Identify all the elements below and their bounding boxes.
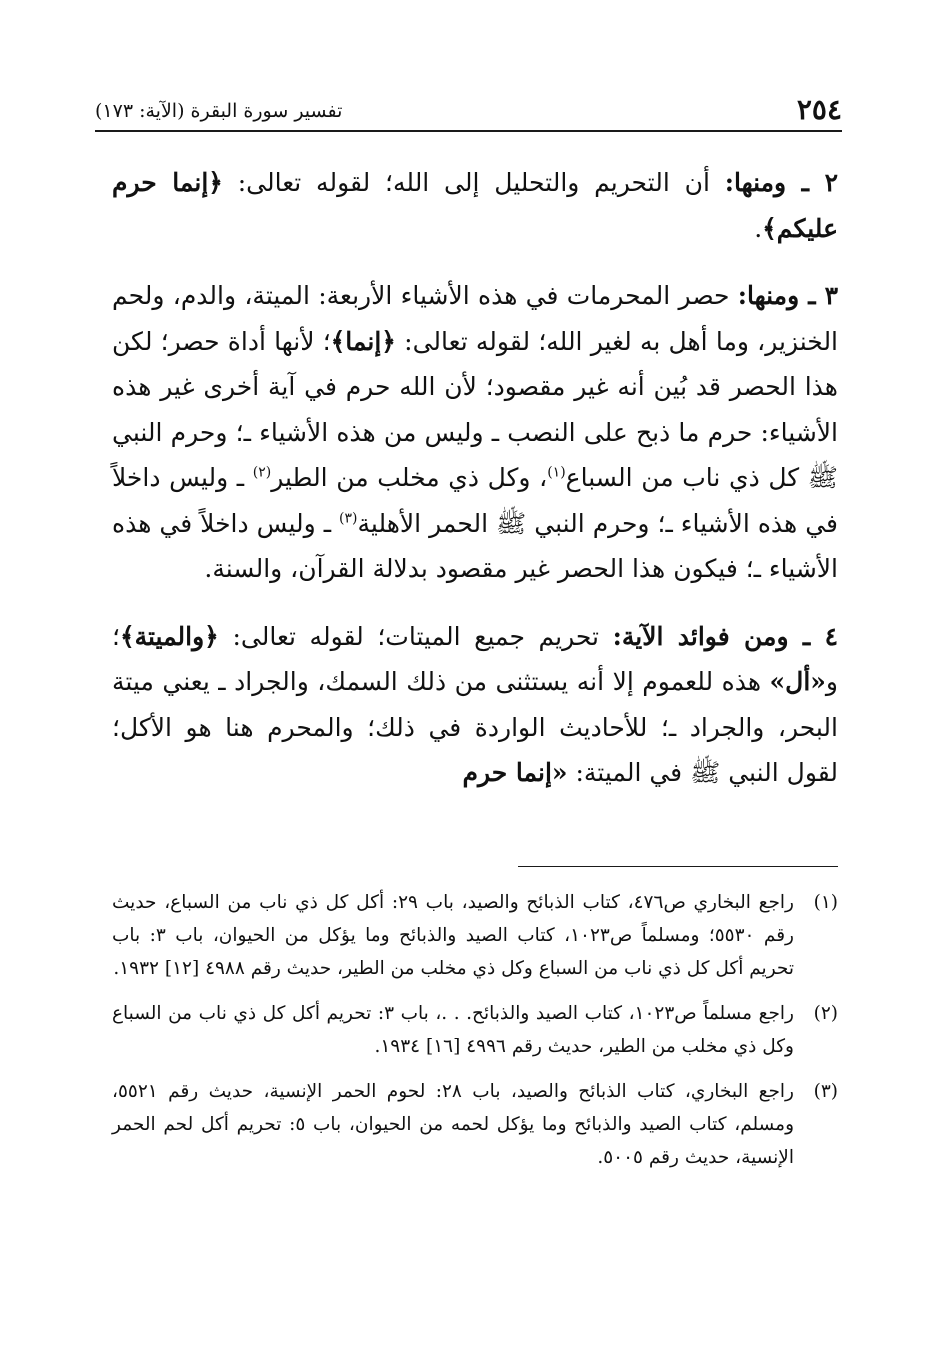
text-run: ـ وليس داخلاً في هذه الأشياء ـ؛ وحرم النبي ﷺ الحمر الأهلية [112, 463, 838, 538]
footnote-number: (١) [813, 892, 838, 913]
paragraph-body [112, 281, 838, 583]
page-header [95, 88, 842, 132]
text-run: . [754, 213, 763, 243]
paragraph [112, 614, 838, 796]
quoted-phrase: ﴿والميتة﴾ [119, 621, 219, 651]
footnote-number: (٣) [813, 1081, 838, 1102]
footnote-number: (٢) [813, 1003, 838, 1024]
text-run: أن التحريم والتحليل إلى الله؛ لقوله تعالى: [222, 168, 710, 197]
main-text [112, 160, 838, 818]
paragraph [112, 160, 838, 251]
footnotes [112, 886, 838, 1186]
quoted-phrase: ﴿إنما﴾ [330, 326, 396, 356]
text-run: ؛ لأنها أداة حصر؛ لكن هذا الحصر قد بُين أنه غير مقصود؛ لأن الله حرم في آية أخرى غير هذه الأشياء: حرم ما ذبح على النصب ـ وليس من هذه الأشياء ـ؛ وحرم النبي ﷺ كل ذي ناب من السباع [112, 326, 838, 492]
footnote [112, 886, 838, 985]
text-run: ؛ و [112, 621, 838, 696]
paragraph-lead: ٤ ـ ومن فوائد الآية: [612, 621, 838, 651]
text-run: حصر المحرمات في هذه الأشياء الأربعة: الميتة، والدم، ولحم الخنزير، وما أهل به لغير الله؛ لقوله تعالى: [112, 281, 839, 356]
paragraph-lead: ٢ ـ ومنها: [724, 168, 838, 197]
footnote-text: راجع البخاري، كتاب الذبائح والصيد، باب ٢٨: لحوم الحمر الإنسية، حديث رقم ٥٥٢١، ومسلم، كتاب الصيد والذبائح وما يؤكل لحمه من الحيوان، باب ٥: تحريم أكل لحم الحمر الإنسية، حديث رقم ٥٠٠٥. [112, 1081, 794, 1168]
footnote-divider [518, 866, 838, 867]
footnote-text: راجع البخاري ص٤٧٦، كتاب الذبائح والصيد، باب ٢٩: أكل كل ذي ناب من السباع، حديث رقم ٥٥٣٠؛ ومسلماً ص١٠٢٣، كتاب الصيد والذبائح وما يؤكل من الحيوان، باب ٣: باب تحريم أكل كل ذي ناب من السباع وكل ذي مخلب من الطير، حديث رقم ٤٩٨٨ [١٢] ١٩٣٢. [112, 892, 794, 979]
quoted-phrase: «أل» [769, 667, 826, 696]
page-number: ٢٥٤ [796, 93, 842, 126]
text-run: ، وكل ذي مخلب من الطير [271, 463, 548, 492]
footnote-ref: (١) [547, 464, 566, 481]
footnote-ref: (٣) [339, 510, 358, 527]
text-run: تحريم جميع الميتات؛ لقوله تعالى: [218, 621, 600, 651]
running-title: تفسير سورة البقرة (الآية: ١٧٣) [95, 100, 343, 122]
footnote-text: راجع مسلماً ص١٠٢٣، كتاب الصيد والذبائح. . .، باب ٣: تحريم أكل كل ذي ناب من السباع وكل ذي مخلب من الطير، حديث رقم ٤٩٩٦ [١٦] ١٩٣٤. [112, 1003, 794, 1057]
quoted-phrase: ﴿إنما حرم عليكم﴾ [112, 168, 838, 243]
text-run: هذه للعموم إلا أنه يستثنى من ذلك السمك، والجراد ـ يعني ميتة البحر، والجراد ـ؛ للأحاديث الواردة في ذلك؛ والمحرم هنا هو الأكل؛ لقول النبي ﷺ في الميتة: [112, 667, 838, 787]
footnote [112, 997, 838, 1063]
text-run: ـ وليس داخلاً في هذه الأشياء ـ؛ فيكون هذا الحصر غير مقصود بدلالة القرآن، والسنة. [112, 508, 838, 583]
footnote [112, 1075, 838, 1174]
footnote-ref: (٢) [252, 464, 272, 481]
paragraph [112, 273, 838, 592]
quoted-phrase: «إنما حرم [462, 758, 568, 787]
paragraph-lead: ٣ ـ ومنها: [737, 281, 838, 310]
